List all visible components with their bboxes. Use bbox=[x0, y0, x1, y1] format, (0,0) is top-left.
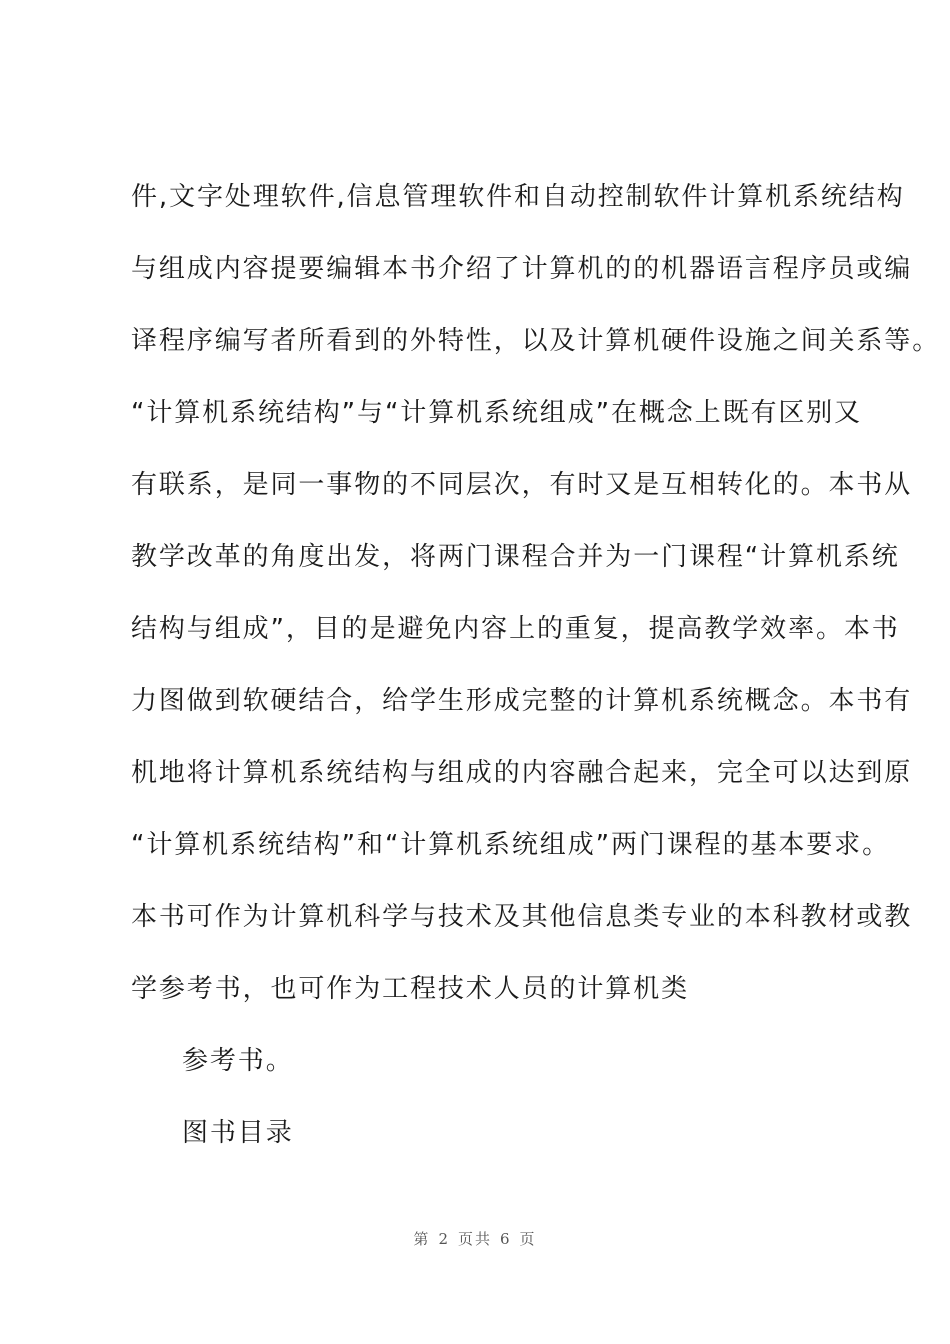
body-text-line: 结构与组成”，目的是避免内容上的重复，提高教学效率。本书 bbox=[131, 614, 900, 644]
body-text-line: 件,文字处理软件,信息管理软件和自动控制软件计算机系统结构 bbox=[131, 182, 905, 212]
paragraph-reference-book: 参考书。 bbox=[182, 1046, 294, 1076]
footer-page-total: 6 bbox=[500, 1230, 512, 1248]
page-footer bbox=[0, 1229, 950, 1249]
footer-page-number: 2 bbox=[438, 1230, 450, 1248]
body-text-line: 机地将计算机系统结构与组成的内容融合起来，完全可以达到原 bbox=[131, 758, 913, 788]
section-heading-table-of-contents: 图书目录 bbox=[182, 1118, 294, 1148]
footer-page-prefix: 第 bbox=[413, 1230, 431, 1248]
body-text-line: 有联系，是同一事物的不同层次，有时又是互相转化的。本书从 bbox=[131, 470, 913, 500]
body-text-line: 译程序编写者所看到的外特性，以及计算机硬件设施之间关系等。 bbox=[131, 326, 941, 356]
body-text-line: 教学改革的角度出发，将两门课程合并为一门课程“计算机系统 bbox=[131, 542, 900, 572]
body-text-line: 力图做到软硬结合，给学生形成完整的计算机系统概念。本书有 bbox=[131, 686, 913, 716]
body-text-line: 本书可作为计算机科学与技术及其他信息类专业的本科教材或教 bbox=[131, 902, 913, 932]
body-text-line: 与组成内容提要编辑本书介绍了计算机的的机器语言程序员或编 bbox=[131, 254, 913, 284]
body-text-line: “计算机系统结构”和“计算机系统组成”两门课程的基本要求。 bbox=[131, 830, 890, 860]
body-text-line: 学参考书，也可作为工程技术人员的计算机类 bbox=[131, 974, 690, 1004]
footer-page-suffix: 页 bbox=[519, 1230, 537, 1248]
body-text-line: “计算机系统结构”与“计算机系统组成”在概念上既有区别又 bbox=[131, 398, 863, 428]
footer-page-middle: 页共 bbox=[457, 1230, 492, 1248]
